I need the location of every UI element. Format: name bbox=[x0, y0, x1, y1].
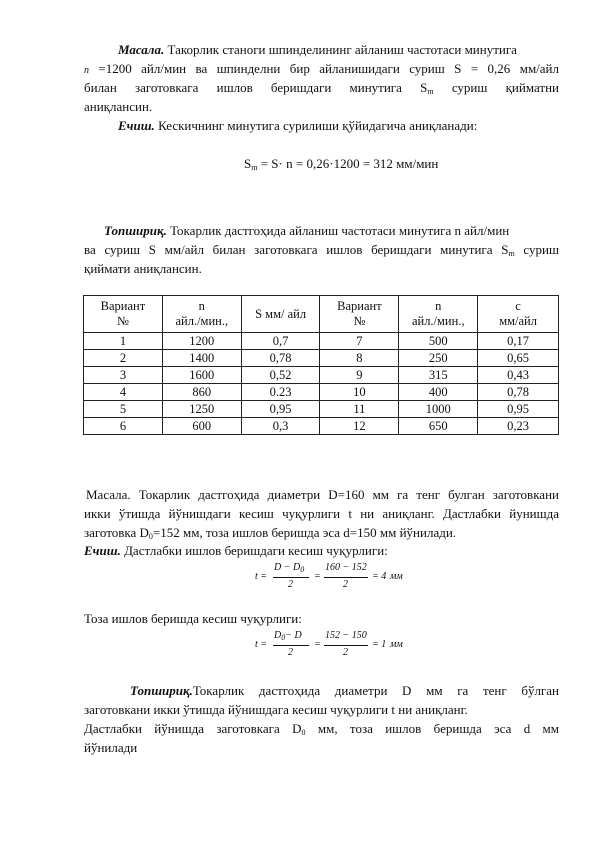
example1-heading: Масала. bbox=[118, 42, 165, 57]
task2-line3 bbox=[84, 721, 559, 737]
table-row bbox=[84, 384, 559, 401]
formula-part: 1200 = 312 мм/мин bbox=[333, 156, 439, 171]
header-text: S мм/ айл bbox=[255, 306, 307, 321]
header-variant bbox=[84, 296, 163, 333]
header-n-2 bbox=[399, 296, 478, 333]
example2-line3 bbox=[84, 525, 456, 541]
table-header-row bbox=[84, 296, 559, 333]
table-cell: 0,95 bbox=[478, 401, 559, 418]
table-cell: 0.23 bbox=[241, 384, 320, 401]
example1-line1 bbox=[118, 42, 517, 58]
table-cell: 2 bbox=[84, 350, 163, 367]
example1-text3: билан заготовкага ишлов беришдаги минутига S bbox=[84, 80, 428, 95]
table-cell: 3 bbox=[84, 367, 163, 384]
table-cell: 500 bbox=[399, 333, 478, 350]
formula1-eq: = bbox=[314, 571, 321, 582]
formula-part: = S bbox=[260, 156, 279, 171]
header-text: айл./мин., bbox=[411, 314, 465, 328]
header-text: № bbox=[353, 314, 366, 328]
example2-line1 bbox=[86, 487, 559, 503]
header-text: Вариант bbox=[100, 299, 146, 313]
table-cell: 4 bbox=[84, 384, 163, 401]
table-cell: 0,3 bbox=[241, 418, 320, 435]
example1-line2 bbox=[84, 61, 559, 79]
example2-solution-heading: Ечиш. bbox=[84, 543, 121, 558]
header-s-2 bbox=[478, 296, 559, 333]
table-cell: 860 bbox=[162, 384, 241, 401]
table-cell: 1400 bbox=[162, 350, 241, 367]
formula-dot: · bbox=[329, 156, 334, 171]
table-cell: 0,78 bbox=[478, 384, 559, 401]
formula2-num1-a: D bbox=[274, 630, 282, 641]
example1-solution bbox=[118, 118, 477, 134]
task1-line3 bbox=[84, 261, 202, 277]
task1-line2 bbox=[84, 242, 559, 258]
formula2-num1 bbox=[274, 630, 302, 641]
formula1-num2: 160 − 152 bbox=[325, 562, 367, 573]
example2-text3b: =152 мм, тоза ишлов беришда эса d=150 мм йўнилади. bbox=[152, 525, 457, 540]
task2-line2 bbox=[84, 702, 468, 718]
task2-text3b: мм, тоза ишлов беришда эса d мм bbox=[317, 721, 560, 736]
table-row bbox=[84, 350, 559, 367]
table-cell: 1200 bbox=[162, 333, 241, 350]
task1-text1: Токарлик дастгоҳида айланиш частотаси минутига n айл/мин bbox=[170, 223, 510, 238]
formula2-num2: 152 − 150 bbox=[325, 630, 367, 641]
task2-line4 bbox=[84, 740, 137, 756]
formula2-bar1 bbox=[273, 645, 309, 646]
task1-text2-end: суриш bbox=[523, 242, 559, 257]
task2-text2: заготовкани икки ўтишда йўнишдага кесиш чуқурлиги t ни аниқланг. bbox=[84, 702, 468, 717]
table-row bbox=[84, 418, 559, 435]
task2-line1 bbox=[130, 683, 559, 699]
header-text: Вариант bbox=[337, 299, 382, 313]
table-cell: 0,65 bbox=[478, 350, 559, 367]
example1-text3-end: суриш қийматни bbox=[451, 80, 559, 95]
formula1-num1-text: D − D bbox=[274, 562, 301, 573]
formula1-den2: 2 bbox=[343, 579, 348, 590]
table-cell: 6 bbox=[84, 418, 163, 435]
example1-formula bbox=[244, 156, 438, 172]
formula2-bar2 bbox=[324, 645, 368, 646]
formula-part: n = 0,26 bbox=[286, 156, 330, 171]
table-cell: 1000 bbox=[399, 401, 478, 418]
example2-solution-text: Дастлабки ишлов беришдаги кесиш чуқурлиги: bbox=[124, 543, 388, 558]
example2-solution-2 bbox=[84, 611, 302, 627]
task2-heading: Топшириқ. bbox=[130, 683, 193, 698]
formula1-num1 bbox=[274, 562, 304, 573]
table-cell: 0,7 bbox=[241, 333, 320, 350]
example1-var-n: n bbox=[84, 65, 89, 76]
table-row bbox=[84, 401, 559, 418]
header-text: n bbox=[435, 299, 442, 313]
table-cell: 600 bbox=[162, 418, 241, 435]
example1-solution-heading: Ечиш. bbox=[118, 118, 155, 133]
formula1-result: = 4 bbox=[372, 571, 387, 582]
formula1-num1-sub: 0 bbox=[300, 565, 305, 574]
example2-sub-0: 0 bbox=[148, 532, 153, 541]
example2-line2 bbox=[84, 506, 559, 522]
header-text: айл./мин., bbox=[175, 314, 229, 328]
formula1-bar2 bbox=[324, 577, 368, 578]
header-text: № bbox=[116, 314, 129, 328]
formula1-unit: мм bbox=[390, 571, 403, 582]
formula2-lhs: t = bbox=[255, 639, 268, 650]
table-cell: 250 bbox=[399, 350, 478, 367]
table-cell: 5 bbox=[84, 401, 163, 418]
formula2-eq: = bbox=[314, 639, 321, 650]
table-cell: 400 bbox=[399, 384, 478, 401]
example1-text4: аниқлансин. bbox=[84, 99, 153, 114]
formula-dot: · bbox=[278, 156, 283, 171]
table-cell: 0,43 bbox=[478, 367, 559, 384]
header-text: с bbox=[515, 299, 521, 313]
formula-part: S bbox=[244, 156, 252, 171]
formula1-bar1 bbox=[273, 577, 309, 578]
table-cell: 7 bbox=[320, 333, 399, 350]
table-cell: 1 bbox=[84, 333, 163, 350]
header-n bbox=[162, 296, 241, 333]
formula2-den2: 2 bbox=[343, 647, 348, 658]
table-cell: 0,17 bbox=[478, 333, 559, 350]
table-cell: 1600 bbox=[162, 367, 241, 384]
task2-text3a: Дастлабки йўнишда заготовкага D bbox=[84, 721, 302, 736]
table-cell: 650 bbox=[399, 418, 478, 435]
table-cell: 1250 bbox=[162, 401, 241, 418]
formula2-num1-sub: 0 bbox=[281, 633, 286, 642]
task1-heading: Топшириқ. bbox=[104, 223, 167, 238]
example2-solution bbox=[84, 543, 388, 559]
example1-text1: Такорлик станоги шпинделининг айланиш частотаси минутига bbox=[167, 42, 517, 57]
variants-table bbox=[83, 295, 559, 435]
table-cell: 0,78 bbox=[241, 350, 320, 367]
example1-line3 bbox=[84, 80, 559, 96]
table-cell: 315 bbox=[399, 367, 478, 384]
task1-sub-m: m bbox=[508, 249, 515, 258]
table-cell: 12 bbox=[320, 418, 399, 435]
formula2-num1-b: − D bbox=[285, 630, 302, 641]
table-row bbox=[84, 333, 559, 350]
formula-sub: m bbox=[251, 163, 258, 172]
formula2-den1: 2 bbox=[288, 647, 293, 658]
table-row bbox=[84, 367, 559, 384]
table-cell: 8 bbox=[320, 350, 399, 367]
task2-sub-0: 0 bbox=[301, 728, 306, 737]
example2-text2: икки ўтишда йўнишдаги кесиш чуқурлиги t ни аниқланг. Дастлабки йунишда bbox=[84, 506, 559, 521]
formula2-result: = 1 bbox=[372, 639, 387, 650]
formula2-unit: мм bbox=[390, 639, 403, 650]
header-s bbox=[241, 296, 320, 333]
header-text: n bbox=[198, 299, 205, 313]
example1-line4 bbox=[84, 99, 152, 115]
example1-sub-m: m bbox=[427, 87, 434, 96]
table-cell: 10 bbox=[320, 384, 399, 401]
task1-text2: ва суриш S мм/айл билан заготовкага ишлов беришдаги минутига S bbox=[84, 242, 509, 257]
task2-text4: йўнилади bbox=[84, 740, 138, 755]
task1-line1 bbox=[104, 223, 509, 239]
table-cell: 0,95 bbox=[241, 401, 320, 418]
header-text: мм/айл bbox=[499, 314, 537, 328]
table-cell: 0,23 bbox=[478, 418, 559, 435]
example1-solution-text: Кескичнинг минутига сурилиши қўйидагича аниқланади: bbox=[158, 118, 478, 133]
formula1-den1: 2 bbox=[288, 579, 293, 590]
example1-text2: =1200 айл/мин ва шпинделни бир айланишидаги суриш S = 0,26 мм/айл bbox=[98, 61, 559, 76]
example2-text1: Масала. Токарлик дастгоҳида диаметри D=160 мм га тенг булган заготовкани bbox=[86, 487, 559, 502]
formula1-lhs: t = bbox=[255, 571, 268, 582]
task1-text3: қиймати аниқлансин. bbox=[84, 261, 202, 276]
example2-solution2-text: Тоза ишлов беришда кесиш чуқурлиги: bbox=[84, 611, 302, 626]
header-variant-2 bbox=[320, 296, 399, 333]
table-cell: 9 bbox=[320, 367, 399, 384]
table-cell: 0,52 bbox=[241, 367, 320, 384]
table-cell: 11 bbox=[320, 401, 399, 418]
example2-text3a: заготовка D bbox=[84, 525, 149, 540]
task2-text1: Токарлик дастгоҳида диаметри D мм га тенг бўлган bbox=[192, 683, 559, 698]
